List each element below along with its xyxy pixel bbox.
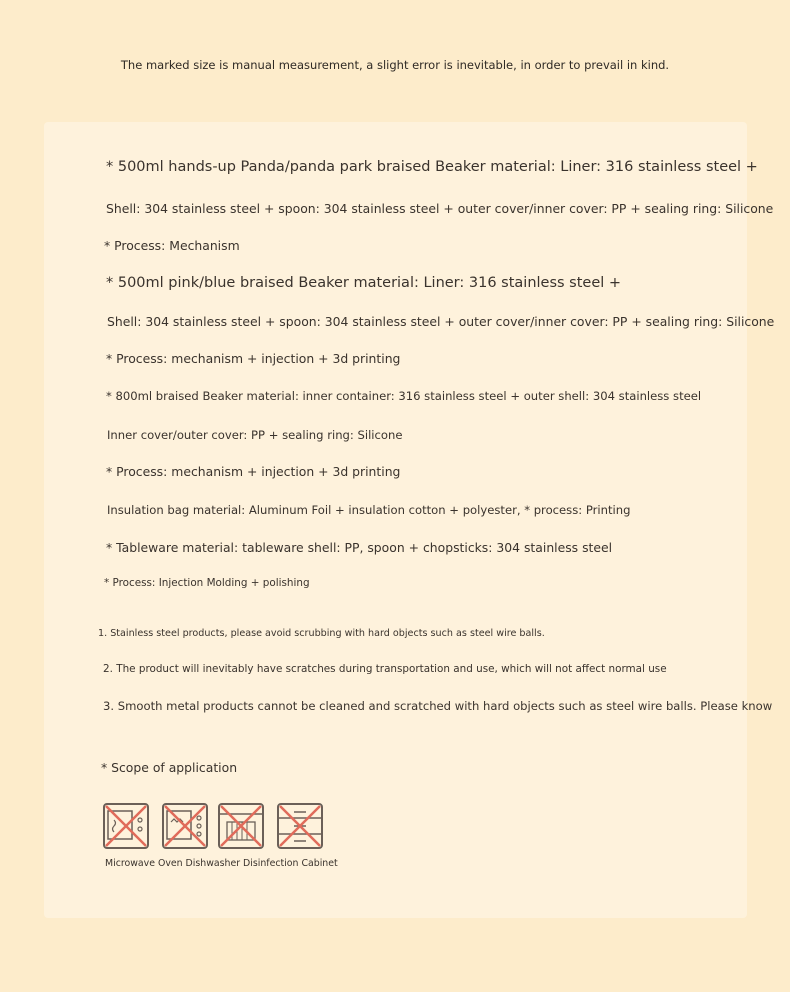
process-line-3: * Process: mechanism + injection + 3d printing — [106, 464, 401, 479]
process-line-1: * Process: Mechanism — [104, 238, 240, 253]
notice-1: 1. Stainless steel products, please avoid scrubbing with hard objects such as steel wire balls. — [98, 628, 545, 639]
material-line-5: * 800ml braised Beaker material: inner container: 316 stainless steel + outer shell: 304 stainless steel — [106, 389, 702, 403]
disinfection-cabinet-icon — [276, 802, 320, 846]
material-line-4: Shell: 304 stainless steel + spoon: 304 stainless steel + outer cover/inner cover: PP + sealing ring: Silicone — [107, 314, 775, 329]
microwave-icon — [102, 802, 146, 846]
material-line-2: Shell: 304 stainless steel + spoon: 304 stainless steel + outer cover/inner cover: PP + sealing ring: Silicone — [106, 201, 774, 216]
process-line-4: * Process: Injection Molding + polishing — [104, 577, 310, 589]
tableware-line: * Tableware material: tableware shell: PP, spoon + chopsticks: 304 stainless steel — [106, 540, 613, 555]
dishwasher-icon — [217, 802, 261, 846]
material-line-1: * 500ml hands-up Panda/panda park braised Beaker material: Liner: 316 stainless steel + — [106, 159, 758, 175]
icon-caption: Microwave Oven Dishwasher Disinfection Cabinet — [105, 858, 338, 869]
notice-2: 2. The product will inevitably have scratches during transportation and use, which will not affect normal use — [103, 663, 667, 675]
insulation-bag-line: Insulation bag material: Aluminum Foil + insulation cotton + polyester, * process: Printing — [107, 503, 631, 517]
measurement-note: The marked size is manual measurement, a slight error is inevitable, in order to prevail in kind. — [120, 58, 670, 72]
oven-icon — [161, 802, 205, 846]
process-line-2: * Process: mechanism + injection + 3d printing — [106, 351, 401, 366]
material-line-6: Inner cover/outer cover: PP + sealing ring: Silicone — [107, 428, 403, 442]
scope-title: * Scope of application — [101, 760, 238, 775]
notice-3: 3. Smooth metal products cannot be cleaned and scratched with hard objects such as steel wire balls. Please know — [103, 699, 773, 713]
material-line-3: * 500ml pink/blue braised Beaker material: Liner: 316 stainless steel + — [106, 275, 622, 291]
